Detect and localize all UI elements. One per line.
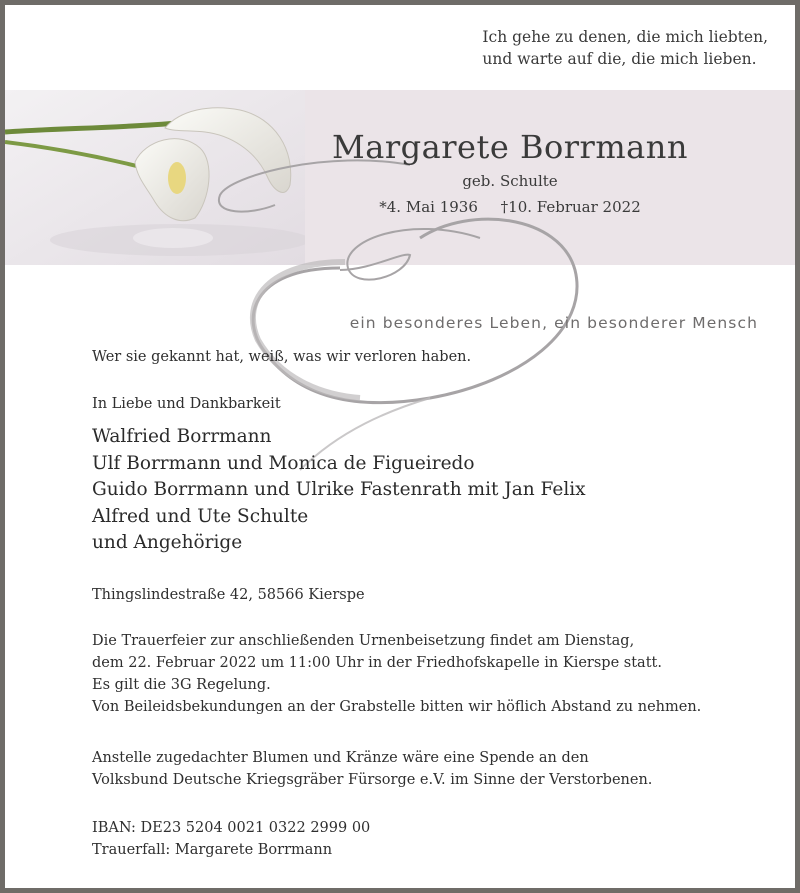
quote-line-1: Ich gehe zu denen, die mich liebten, (482, 28, 768, 46)
bank-details (92, 817, 370, 861)
ceremony-line: Von Beileidsbekundungen an der Grabstelle bitten wir höflich Abstand zu nehmen. (92, 699, 702, 715)
donation-line: Anstelle zugedachter Blumen und Kränze wäre eine Spende an den (92, 750, 589, 766)
mourner-name: und Angehörige (92, 532, 243, 553)
mourners-list (92, 424, 586, 557)
life-dates (300, 198, 720, 216)
ceremony-info (92, 630, 701, 718)
mourner-name: Ulf Borrmann und Monica de Figueiredo (92, 452, 475, 474)
deceased-name: Margarete Borrmann (332, 128, 688, 166)
mourner-name: Alfred und Ute Schulte (92, 505, 309, 527)
iban: IBAN: DE23 5204 0021 0322 2999 00 (92, 820, 371, 836)
death-date: †10. Februar 2022 (500, 198, 641, 216)
calla-lily-image (5, 90, 305, 265)
greeting-text: In Liebe und Dankbarkeit (92, 396, 281, 412)
ceremony-line: Die Trauerfeier zur anschließenden Urnenbeisetzung findet am Dienstag, (92, 633, 635, 649)
intro-text: Wer sie gekannt hat, weiß, was wir verloren haben. (92, 349, 472, 365)
ceremony-line: dem 22. Februar 2022 um 11:00 Uhr in der Friedhofskapelle in Kierspe statt. (92, 655, 662, 671)
donation-line: Volksbund Deutsche Kriegsgräber Fürsorge e.V. im Sinne der Verstorbenen. (92, 772, 653, 788)
donation-info (92, 747, 652, 791)
mourner-name: Walfried Borrmann (92, 426, 272, 447)
mourner-name: Guido Borrmann und Ulrike Fastenrath mit Jan Felix (92, 479, 586, 500)
address: Thingslindestraße 42, 58566 Kierspe (92, 587, 365, 603)
memorial-quote (482, 26, 768, 70)
birth-date: *4. Mai 1936 (379, 198, 478, 216)
motto: ein besonderes Leben, ein besonderer Mensch (349, 314, 758, 332)
birth-name: geb. Schulte (462, 172, 558, 190)
ceremony-line: Es gilt die 3G Regelung. (92, 677, 271, 693)
payment-reference: Trauerfall: Margarete Borrmann (92, 842, 333, 858)
quote-line-2: und warte auf die, die mich lieben. (482, 50, 757, 68)
